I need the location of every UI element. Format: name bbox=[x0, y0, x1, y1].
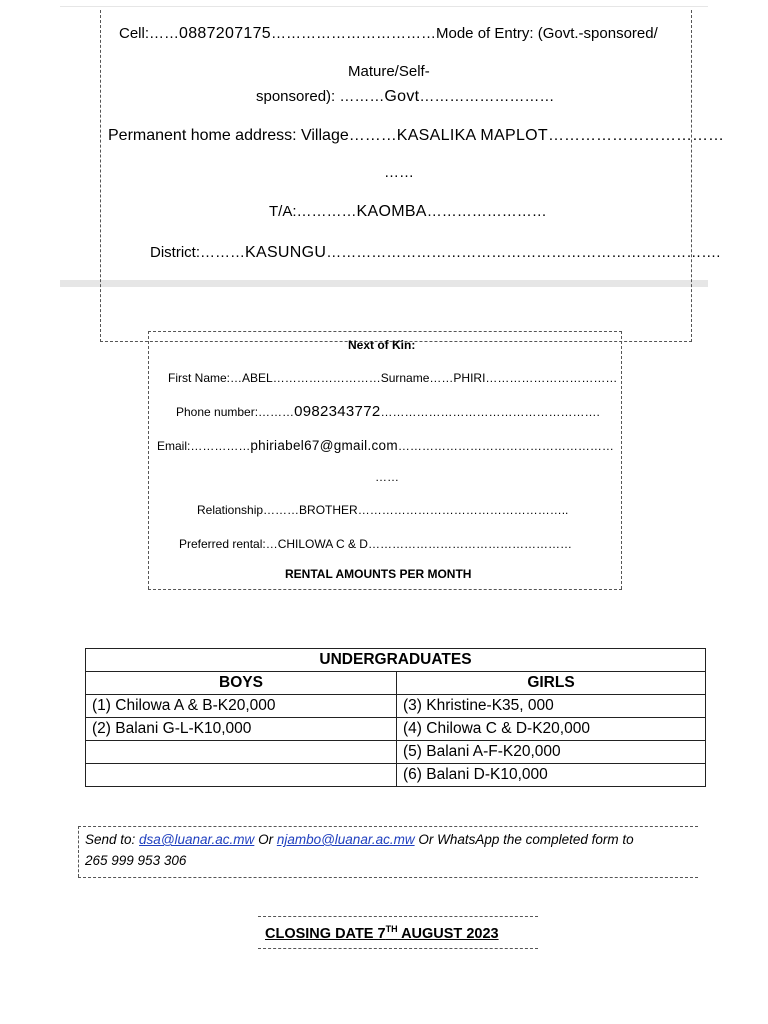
table-cell-boys: (2) Balani G-L-K10,000 bbox=[86, 718, 397, 741]
surname-value[interactable]: PHIRI bbox=[453, 371, 486, 385]
cell-row bbox=[119, 25, 658, 43]
cell-dots: …………………………… bbox=[271, 25, 436, 42]
send-to-line bbox=[85, 832, 634, 847]
closing-text: CLOSING DATE 7 bbox=[265, 925, 386, 942]
table-row bbox=[86, 718, 706, 741]
surname-label: Surname…… bbox=[380, 371, 454, 385]
box-left-border bbox=[100, 10, 101, 342]
address-dots: …………………………… bbox=[547, 127, 724, 144]
table-cell-girls: (5) Balani A-F-K20,000 bbox=[397, 741, 706, 764]
ta-dots: …………………… bbox=[426, 203, 547, 220]
email-dots-2: …… bbox=[375, 470, 399, 484]
relationship-label: Relationship……… bbox=[197, 503, 300, 517]
kin-box-left-border bbox=[148, 331, 149, 589]
col-boys-header: BOYS bbox=[86, 672, 397, 695]
table-row bbox=[86, 764, 706, 787]
table-cell-boys: (1) Chilowa A & B-K20,000 bbox=[86, 695, 397, 718]
kin-box-bottom-border bbox=[148, 589, 622, 590]
table-cell-girls: (4) Chilowa C & D-K20,000 bbox=[397, 718, 706, 741]
rental-value[interactable]: CHILOWA C & D bbox=[277, 537, 368, 551]
phone-dots: ………………………………………………. bbox=[380, 405, 600, 419]
table-cell-boys bbox=[86, 741, 397, 764]
closing-sup: TH bbox=[385, 924, 398, 934]
ta-value[interactable]: KAOMBA bbox=[356, 203, 427, 220]
ta-row bbox=[269, 203, 547, 221]
send-box-top-border bbox=[78, 826, 698, 827]
rental-label: Preferred rental:… bbox=[179, 537, 278, 551]
mode-value[interactable]: Govt bbox=[384, 88, 420, 105]
cell-label: Cell:…… bbox=[119, 25, 180, 42]
page-break-band bbox=[60, 280, 708, 287]
table-cell-girls: (6) Balani D-K10,000 bbox=[397, 764, 706, 787]
closing-date-value: AUGUST 2023 bbox=[397, 925, 499, 942]
closing-box-top-border bbox=[258, 916, 538, 917]
closing-date bbox=[265, 924, 499, 942]
mode-label-3: sponsored): ……… bbox=[256, 88, 385, 105]
kin-heading: Next of Kin: bbox=[348, 338, 416, 352]
table-row bbox=[86, 741, 706, 764]
district-value[interactable]: KASUNGU bbox=[245, 244, 327, 261]
cell-value[interactable]: 0887207175 bbox=[179, 25, 271, 42]
email-value[interactable]: phiriabel67@gmail.com bbox=[250, 438, 398, 453]
table-header-row bbox=[86, 672, 706, 695]
mode-row bbox=[256, 88, 554, 106]
table-row bbox=[86, 695, 706, 718]
rental-table bbox=[85, 648, 706, 787]
relationship-value[interactable]: BROTHER bbox=[299, 503, 358, 517]
first-name-label: First Name:… bbox=[168, 371, 243, 385]
send-or: Or bbox=[254, 832, 277, 847]
address-dots-2: …… bbox=[384, 164, 414, 181]
kin-box-top-border bbox=[148, 331, 622, 332]
send-suffix: Or WhatsApp the completed form to bbox=[414, 832, 634, 847]
mode-label: Mode of Entry: (Govt.-sponsored/ bbox=[436, 25, 658, 42]
district-label: District:……… bbox=[150, 244, 245, 261]
rental-heading: RENTAL AMOUNTS PER MONTH bbox=[285, 567, 472, 581]
first-name-value[interactable]: ABEL bbox=[242, 371, 273, 385]
send-box-bottom-border bbox=[78, 877, 698, 878]
kin-phone-row bbox=[176, 403, 600, 420]
col-girls-header: GIRLS bbox=[397, 672, 706, 695]
table-title: UNDERGRADUATES bbox=[86, 649, 706, 672]
mode-dots: ……………………… bbox=[419, 88, 555, 105]
send-phone: 265 999 953 306 bbox=[85, 853, 187, 868]
kin-email-row bbox=[157, 438, 614, 453]
phone-label: Phone number:……… bbox=[176, 405, 295, 419]
district-row bbox=[150, 244, 720, 262]
phone-value[interactable]: 0982343772 bbox=[294, 403, 381, 420]
rental-dots: …………………………………………… bbox=[367, 537, 572, 551]
send-prefix: Send to: bbox=[85, 832, 140, 847]
ta-label: T/A:………… bbox=[269, 203, 357, 220]
first-name-dots: ……………………… bbox=[272, 371, 381, 385]
table-cell-boys bbox=[86, 764, 397, 787]
send-email-njambo-link[interactable]: njambo@luanar.ac.mw bbox=[276, 832, 415, 847]
send-box-left-border bbox=[78, 826, 79, 877]
mode-label-2: Mature/Self- bbox=[348, 63, 430, 80]
send-email-dsa-link[interactable]: dsa@luanar.ac.mw bbox=[139, 832, 255, 847]
table-cell-girls: (3) Khristine-K35, 000 bbox=[397, 695, 706, 718]
email-label: Email:…………… bbox=[157, 439, 251, 453]
table-title-row bbox=[86, 649, 706, 672]
kin-rental-row bbox=[179, 537, 572, 551]
address-row bbox=[108, 127, 724, 145]
district-dots: ……………………………………………………………………. bbox=[326, 244, 721, 261]
closing-box-bottom-border bbox=[258, 948, 538, 949]
page-top-edge bbox=[60, 6, 708, 7]
email-dots: ……………………………………………… bbox=[397, 439, 614, 453]
kin-box-right-border bbox=[621, 331, 622, 589]
relationship-dots: …………………………………………….. bbox=[357, 503, 569, 517]
address-label: Permanent home address: Village……… bbox=[108, 127, 397, 144]
address-value[interactable]: KASALIKA MAPLOT bbox=[396, 127, 548, 144]
box-right-border bbox=[691, 10, 692, 342]
kin-relationship-row bbox=[197, 503, 568, 517]
surname-dots: …………………………… bbox=[485, 371, 618, 385]
kin-name-row bbox=[168, 371, 617, 385]
